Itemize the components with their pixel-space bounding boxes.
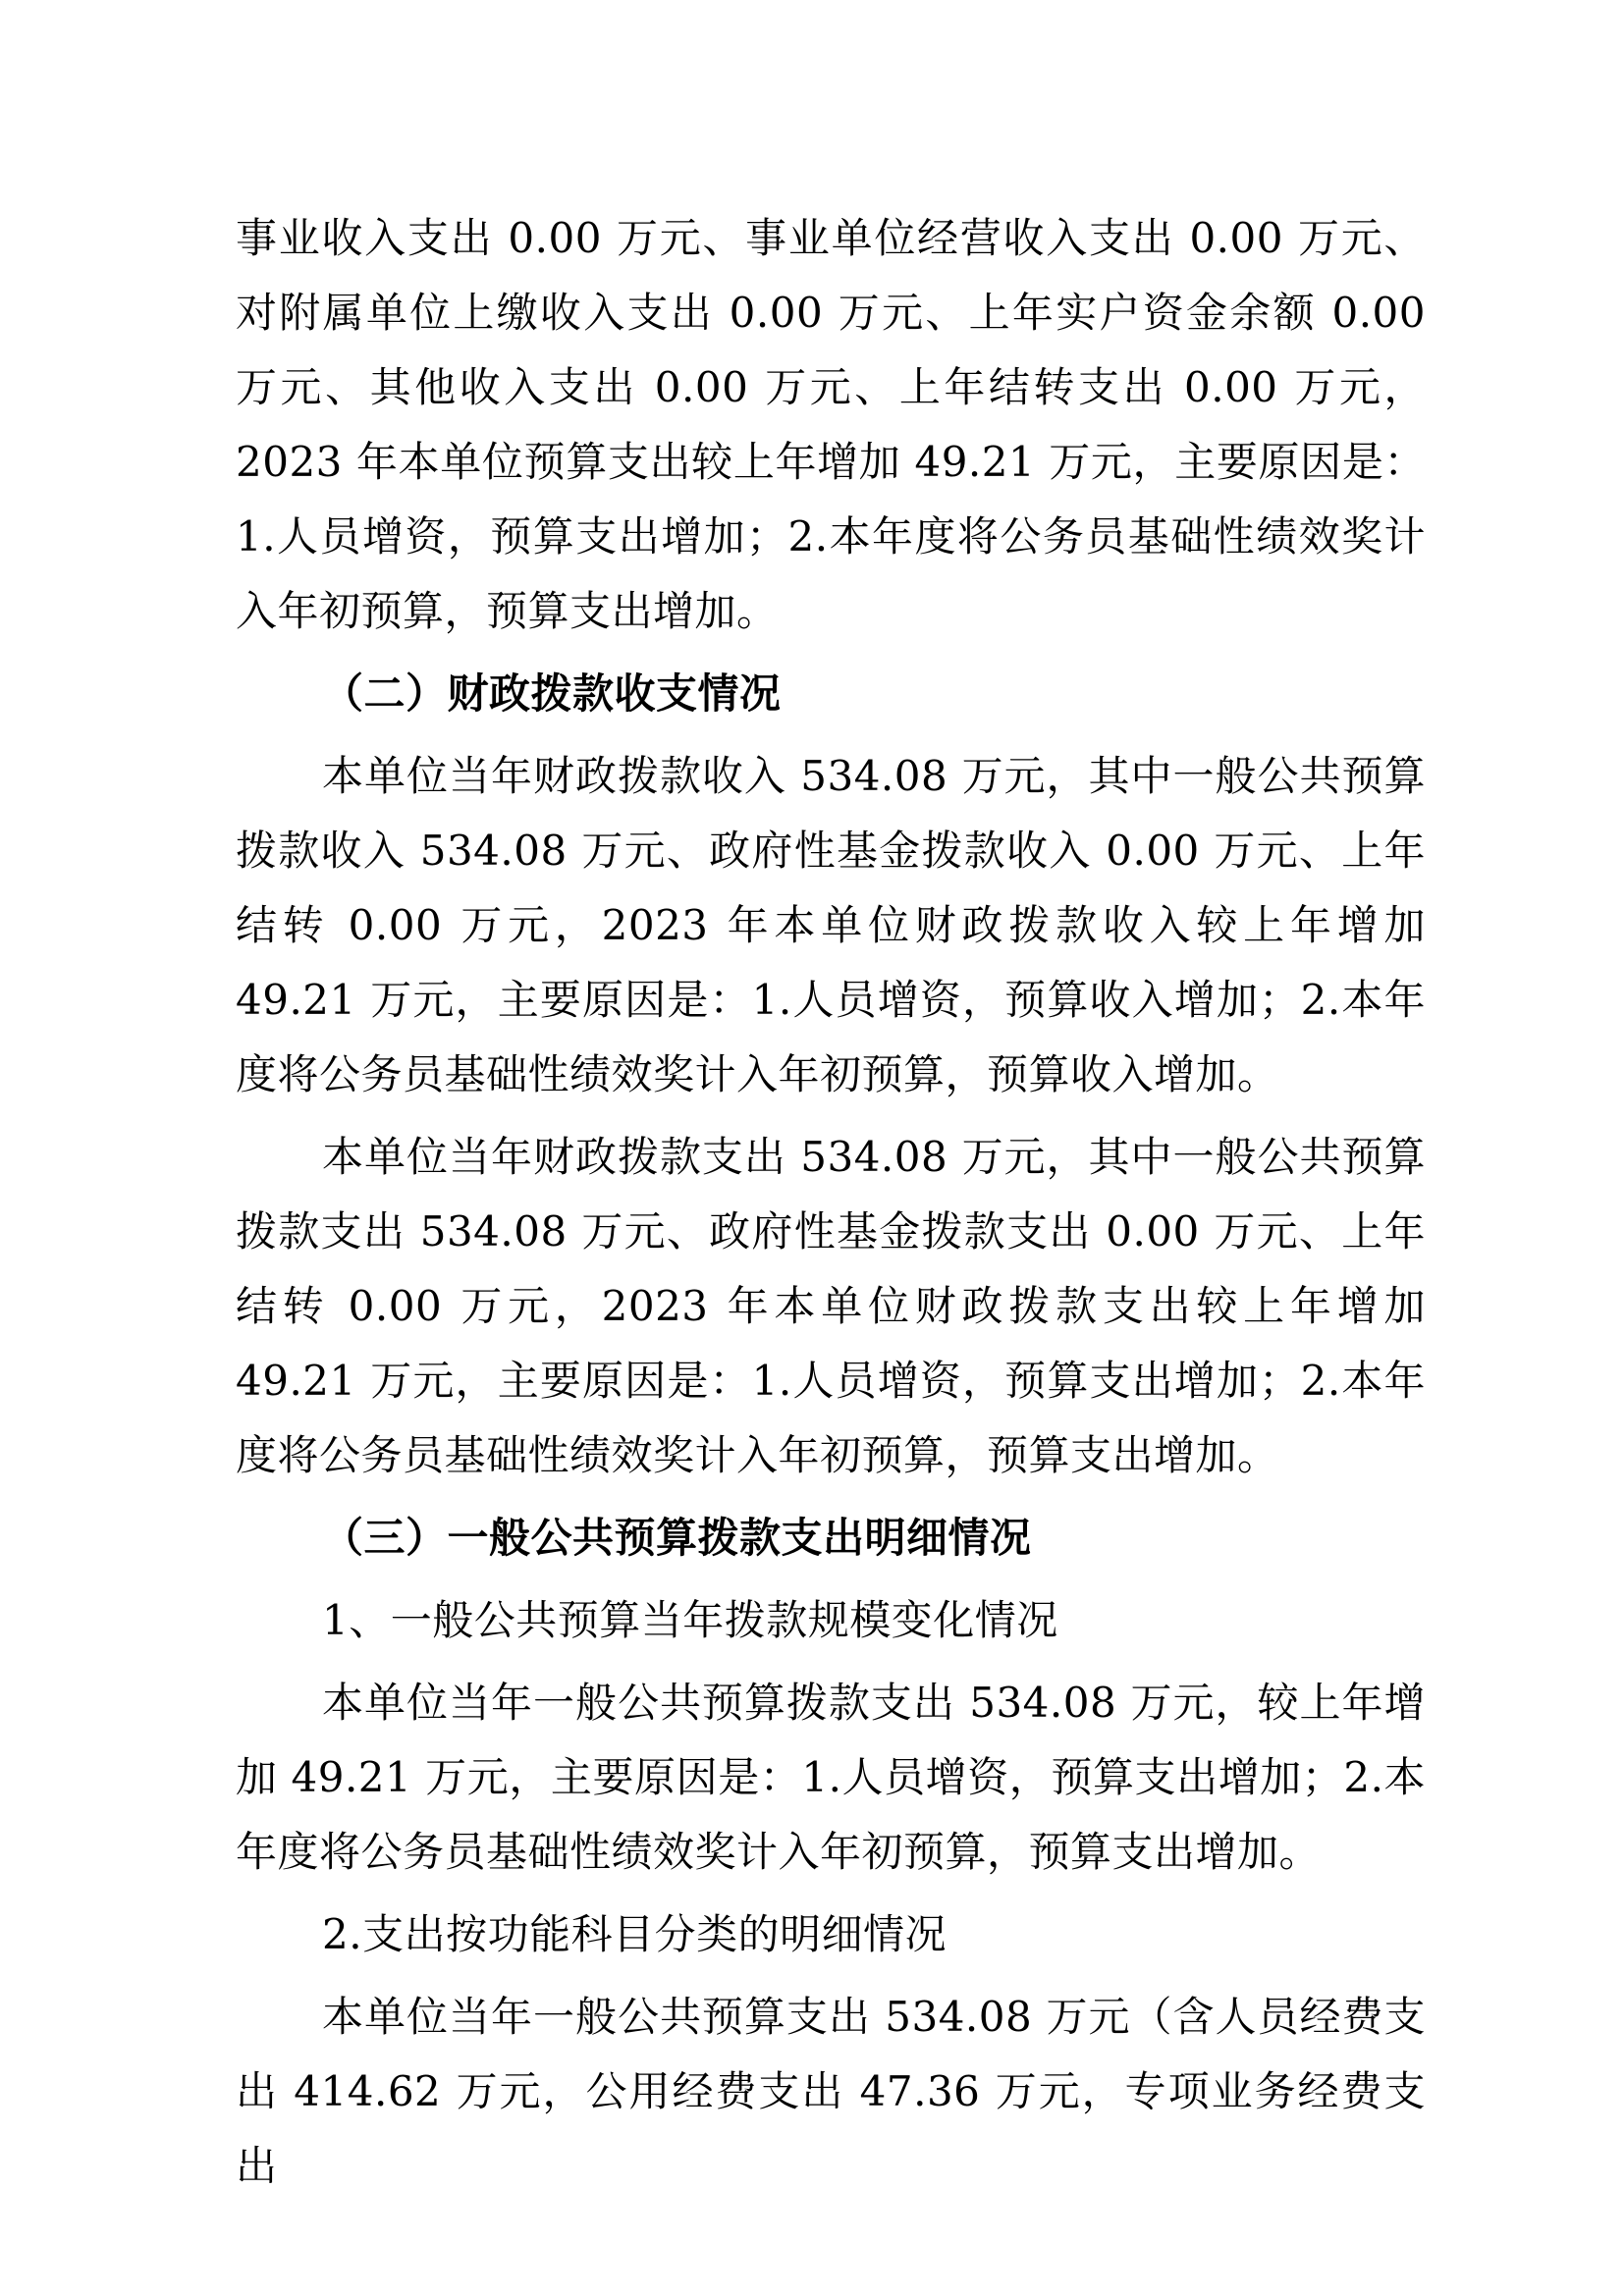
spacer (236, 649, 1426, 657)
paragraph-fiscal-expenditure: 本单位当年财政拨款支出 534.08 万元，其中一般公共预算拨款支出 534.08 万元、政府性基金拨款支出 0.00 万元、上年结转 0.00 万元，2023 年本单位财政拨款支出较上年增加 49.21 万元，主要原因是：1.人员增资，预算支出增加；2.本年度将公务员基础性绩效奖计入年初预算，预算支出增加。 (236, 1133, 1426, 1479)
subheading-functional-classification: 2.支出按功能科目分类的明细情况 (322, 1910, 947, 1958)
subheading-scale-change: 1、一般公共预算当年拨款规模变化情况 (322, 1596, 1058, 1644)
paragraph-expenditure-summary: 事业收入支出 0.00 万元、事业单位经营收入支出 0.00 万元、对附属单位上缴收入支出 0.00 万元、上年实户资金余额 0.00 万元、其他收入支出 0.00 万元、上年结转支出 0.00 万元，2023 年本单位预算支出较上年增加 49.21 万元，主要原因是：1.人员增资，预算支出增加；2.本年度将公务员基础性绩效奖计入年初预算，预算支出增加。 (236, 214, 1426, 635)
paragraph-fiscal-income: 本单位当年财政拨款收入 534.08 万元，其中一般公共预算拨款收入 534.08 万元、政府性基金拨款收入 0.00 万元、上年结转 0.00 万元，2023 年本单位财政拨款收入较上年增加 49.21 万元，主要原因是：1.人员增资，预算收入增加；2.本年度将公务员基础性绩效奖计入年初预算，预算收入增加。 (236, 752, 1426, 1098)
spacer (236, 1890, 1426, 1897)
spacer (236, 1112, 1426, 1120)
paragraph-general-budget-change: 本单位当年一般公共预算拨款支出 534.08 万元，较上年增加 49.21 万元，主要原因是：1.人员增资，预算支出增加；2.本年度将公务员基础性绩效奖计入年初预算，预算支出增加。 (236, 1679, 1426, 1876)
spacer (236, 1972, 1426, 1980)
section-heading-fiscal-appropriation: （二）财政拨款收支情况 (322, 669, 782, 718)
spacer (236, 1493, 1426, 1501)
paragraph-general-budget-expenditure: 本单位当年一般公共预算支出 534.08 万元（含人员经费支出 414.62 万元，公用经费支出 47.36 万元，专项业务经费支出 (236, 1993, 1426, 2190)
spacer (236, 731, 1426, 739)
spacer (236, 1575, 1426, 1583)
spacer (236, 1658, 1426, 1666)
document-body (236, 201, 1426, 2204)
section-heading-general-budget-detail: （三）一般公共预算拨款支出明细情况 (322, 1514, 1032, 1562)
